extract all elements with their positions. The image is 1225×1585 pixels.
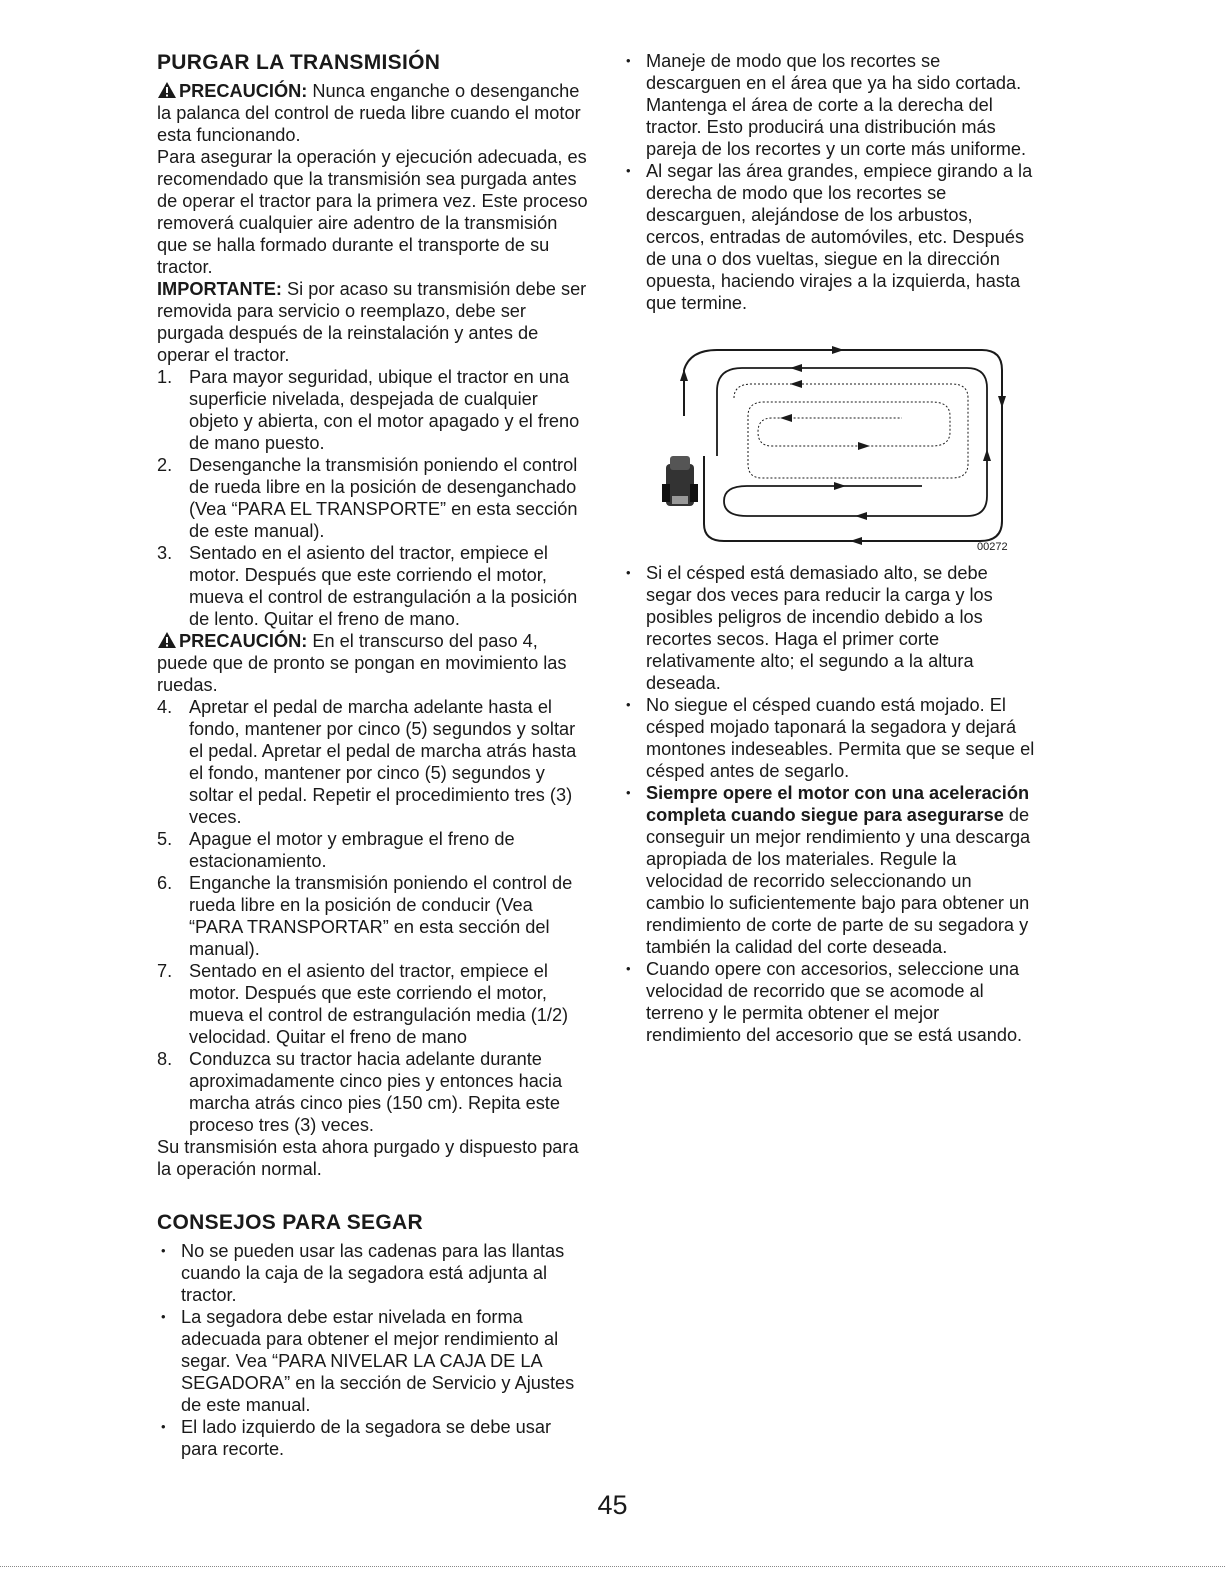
step-item <box>157 872 591 960</box>
arrow-icon <box>998 396 1006 408</box>
step-item <box>157 696 591 828</box>
tractor-icon <box>662 456 698 506</box>
step-text: Sentado en el asiento del tractor, empiece el motor. Después que este corriendo el motor, mueva el control de estrangulación media (1/2) velocidad. Quitar el freno de mano <box>189 961 569 1047</box>
bullet-item: • Al segar las área grandes, empiece girando a la derecha de modo que los recortes se descarguen, alejándose de los arbustos, cercos, entradas de automóviles, etc. Después de una o dos vueltas, siegue en la dirección opuesta, haciendo virajes a la izquierda, hasta que termine. <box>622 160 1035 314</box>
bullet-item <box>622 562 1035 694</box>
steps-list-a <box>157 366 591 630</box>
important-paragraph <box>157 278 591 366</box>
caution-label: PRECAUCIÓN: <box>179 81 308 101</box>
step-text: Apretar el pedal de marcha adelante hasta el fondo, mantener por cinco (5) segundos y soltar el pedal. Apretar el pedal de marcha atrás hasta el fondo, mantener por cinco (5) segundos y soltar el pedal. Repetir el procedimiento tres (3) veces. <box>189 697 577 827</box>
arrow-icon <box>983 449 991 461</box>
bullet-item: • No se pueden usar las cadenas para las llantas cuando la caja de la segadora está adjunta al tractor. <box>157 1240 591 1306</box>
caution-paragraph-2 <box>157 630 591 696</box>
caution-text: En el transcurso del paso 4, puede que de pronto se pongan en movimiento las ruedas. <box>157 631 567 695</box>
step-text: Enganche la transmisión poniendo el control de rueda libre en la posición de conducir (Vea “PARA TRANSPORTAR” en esta sección del manual). <box>189 873 573 959</box>
step-number: 3. <box>157 543 173 563</box>
warning-triangle-icon <box>157 81 177 99</box>
steps-list-b <box>157 696 591 1136</box>
step-item <box>157 542 591 630</box>
bullet-bold-text: Siempre opere el motor con una aceleración completa cuando siegue para asegurarse <box>646 783 1030 825</box>
mowing-tips-list-top <box>622 50 1035 314</box>
mowing-tips-list-bottom <box>622 562 1035 1046</box>
right-column <box>622 50 1035 1046</box>
bullet-item: • Maneje de modo que los recortes se descarguen en el área que ya ha sido cortada. Mantenga el área de corte a la derecha del tractor. Esto producirá una distribución más pareja de los recortes y un corte más uniforme. <box>622 50 1035 160</box>
arrow-icon <box>855 512 867 520</box>
arrow-icon <box>834 482 846 490</box>
bullet-item: • El lado izquierdo de la segadora se debe usar para recorte. <box>157 1416 591 1460</box>
warning-triangle-icon <box>157 631 177 649</box>
arrow-icon <box>832 346 844 354</box>
bullet-item: • La segadora debe estar nivelada en forma adecuada para obtener el mejor rendimiento al segar. Vea “PARA NIVELAR LA CAJA DE LA SEGADORA” en la sección de Servicio y Ajustes de este manual. <box>157 1306 591 1416</box>
bullet-text: Cuando opere con accesorios, seleccione una velocidad de recorrido que se acomode al terreno y le permita obtener el mejor rendimiento del accesorio que se está usando. <box>646 959 1023 1045</box>
important-label: IMPORTANTE: <box>157 279 282 299</box>
important-text: Si por acaso su transmisión debe ser removida para servicio o reemplazo, debe ser purgada después de la reinstalación y antes de operar el tractor. <box>157 279 587 365</box>
bullet-item <box>622 694 1035 782</box>
step-item <box>157 1048 591 1136</box>
consejos-section <box>157 1210 591 1460</box>
left-column <box>157 50 591 1460</box>
mowing-pattern-figure <box>662 336 1022 554</box>
caution-paragraph-1 <box>157 80 591 146</box>
step-number: 6. <box>157 873 173 893</box>
bullet-item <box>622 958 1035 1046</box>
figure-code: 00272 <box>977 541 1008 553</box>
arrow-icon <box>790 364 802 372</box>
section-title-consejos: CONSEJOS PARA SEGAR <box>157 1211 423 1234</box>
caution-text: Nunca enganche o desenganche la palanca del control de rueda libre cuando el motor esta funcionando. <box>157 81 581 145</box>
caution-label: PRECAUCIÓN: <box>179 631 308 651</box>
step-number: 8. <box>157 1049 173 1069</box>
step-text: Conduzca su tractor hacia adelante durante aproximadamente cinco pies y entonces hacia marcha atrás cinco pies (150 cm). Repita este proceso tres (3) veces. <box>189 1049 563 1135</box>
step-text: Desenganche la transmisión poniendo el control de rueda libre en la posición de desenganchado (Vea “PARA EL TRANSPORTE” en esta sección de este manual). <box>189 455 578 541</box>
closing-paragraph: Su transmisión esta ahora purgado y dispuesto para la operación normal. <box>157 1137 579 1179</box>
intro-paragraph: Para asegurar la operación y ejecución adecuada, es recomendado que la transmisión sea purgada antes de operar el tractor para la primera vez. Este proceso removerá cualquier aire adentro de la transmisión que se halla formado durante el transporte de su tractor. <box>157 147 588 277</box>
arrow-icon <box>858 442 870 450</box>
step-number: 2. <box>157 455 173 475</box>
consejos-bullet-list <box>157 1240 591 1460</box>
page-number: 45 <box>597 1490 628 1520</box>
bullet-text: de conseguir un mejor rendimiento y una descarga apropiada de los materiales. Regule la velocidad de recorrido seleccionando un cambio lo suficientemente bajo para obtener un rendimiento de corte de parte de su segadora y también la calidad del corte deseada. <box>646 805 1031 957</box>
step-number: 4. <box>157 697 173 717</box>
bottom-dotted-rule <box>0 1566 1225 1567</box>
step-item <box>157 454 591 542</box>
section-title-purgar: PURGAR LA TRANSMISIÓN <box>157 51 441 74</box>
inner-pass-path <box>734 384 968 478</box>
step-number: 1. <box>157 367 173 387</box>
step-number: 5. <box>157 829 173 849</box>
bullet-item <box>622 782 1035 958</box>
step-text: Para mayor seguridad, ubique el tractor en una superficie nivelada, despejada de cualquier objeto y abierta, con el motor apagado y el freno de mano puesto. <box>189 367 580 453</box>
step-item <box>157 366 591 454</box>
arrow-icon <box>780 414 792 422</box>
mowing-pattern-diagram <box>662 336 1022 554</box>
bullet-text: No siegue el césped cuando está mojado. El césped mojado taponará la segadora y dejará montones indeseables. Permita que se seque el césped antes de segarlo. <box>646 695 1035 781</box>
step-item <box>157 960 591 1048</box>
step-item <box>157 828 591 872</box>
arrow-icon <box>850 537 862 545</box>
arrow-icon <box>790 380 802 388</box>
bullet-text: Si el césped está demasiado alto, se debe segar dos veces para reducir la carga y los posibles peligros de incendio debido a los recortes secos. Haga el primer corte relativamente alto; el segundo a la altura deseada. <box>646 563 993 693</box>
step-number: 7. <box>157 961 173 981</box>
step-text: Sentado en el asiento del tractor, empiece el motor. Después que este corriendo el motor, mueva el control de estrangulación a la posición de lento. Quitar el freno de mano. <box>189 543 578 629</box>
step-text: Apague el motor y embrague el freno de estacionamiento. <box>189 829 515 871</box>
